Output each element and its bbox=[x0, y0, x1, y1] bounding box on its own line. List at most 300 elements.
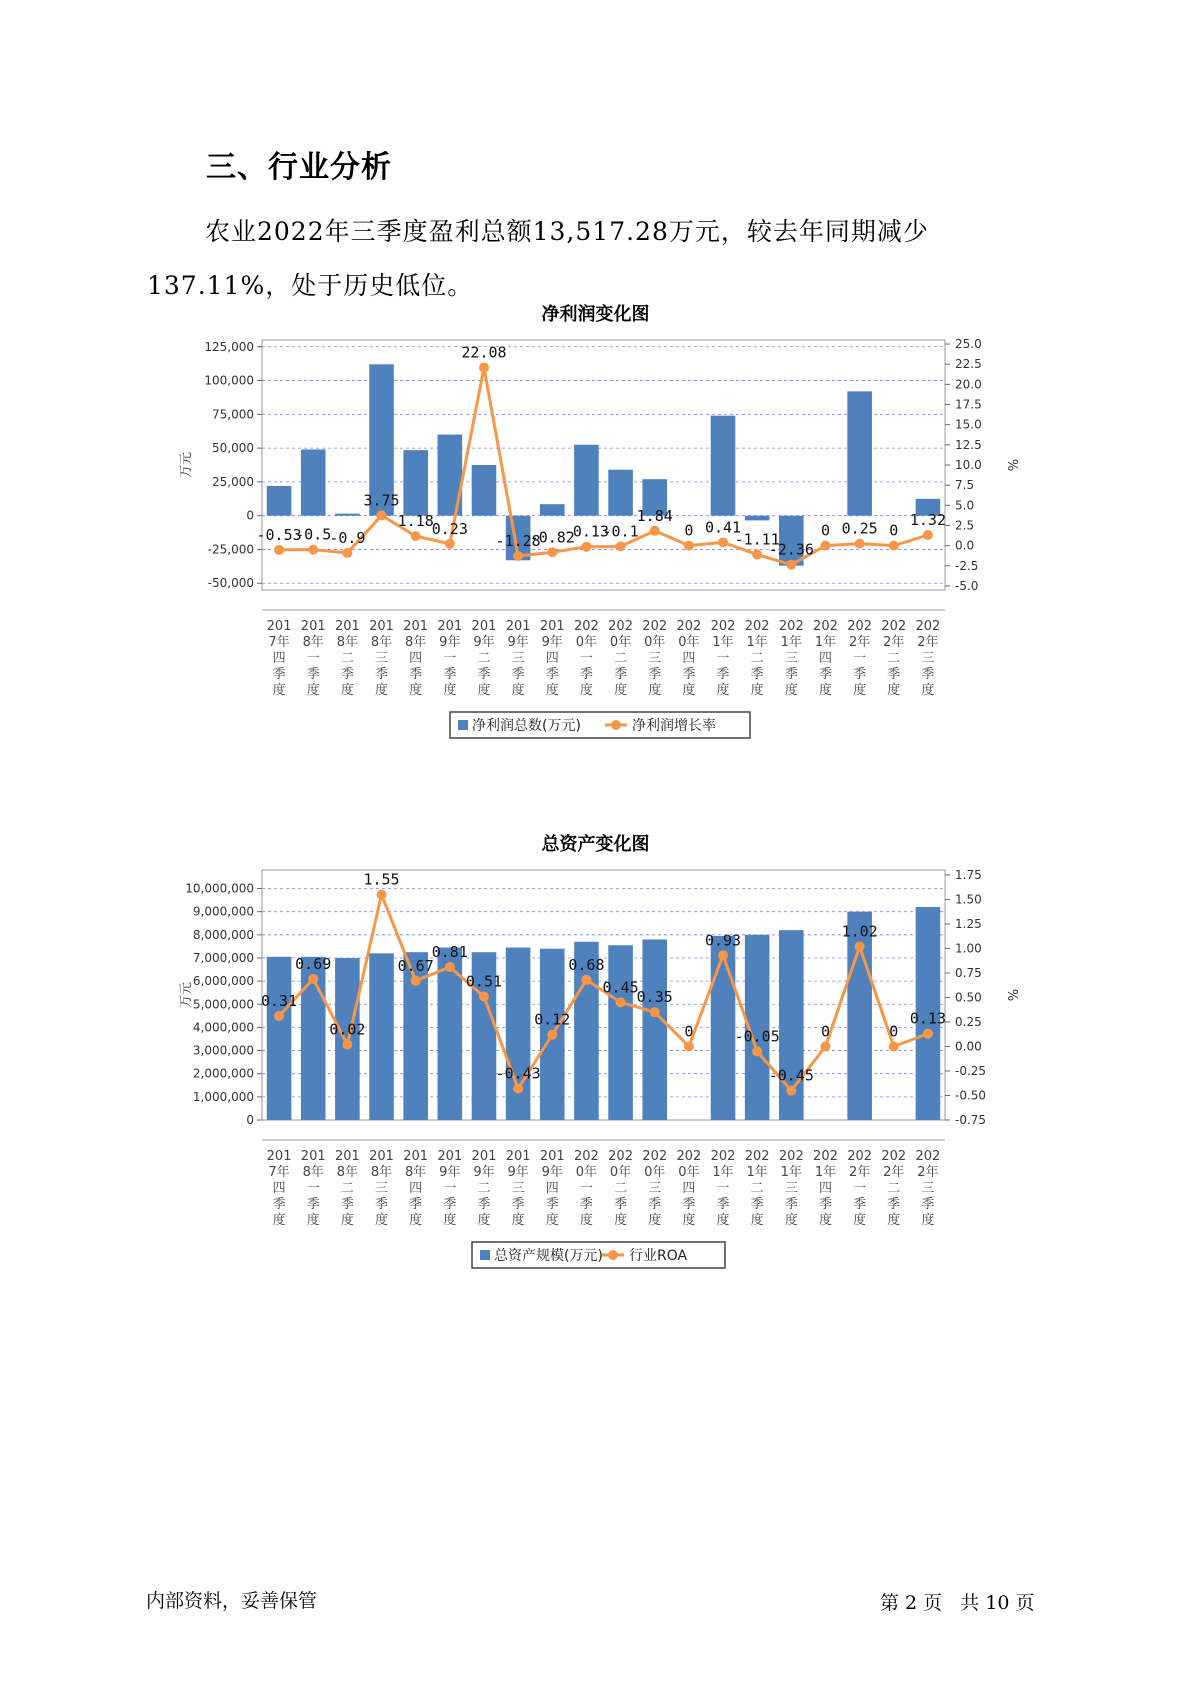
category-label: 202 bbox=[915, 619, 941, 634]
legend-bar-swatch bbox=[458, 720, 468, 730]
category-label: 季 bbox=[887, 667, 901, 682]
category-label: 202 bbox=[813, 619, 838, 634]
data-label: 0.35 bbox=[636, 988, 673, 1007]
total-assets-chart bbox=[0, 855, 1191, 1300]
category-label: 202 bbox=[778, 619, 804, 634]
category-label: 度 bbox=[306, 683, 320, 698]
category-label: 度 bbox=[784, 1213, 798, 1228]
summary-paragraph: 农业2022年三季度盈利总额13,517.28万元，较去年同期减少137.11%，处于历史低位。 bbox=[147, 217, 929, 300]
data-label: 3.75 bbox=[363, 491, 400, 510]
category-label: 度 bbox=[409, 683, 423, 698]
category-label: 二 bbox=[340, 651, 354, 666]
category-label: 202 bbox=[574, 1149, 599, 1164]
category-label: 1年 bbox=[814, 635, 837, 650]
category-label: 9年 bbox=[473, 1165, 495, 1180]
data-label: 0.45 bbox=[602, 978, 639, 997]
right-axis-label: % bbox=[1004, 458, 1019, 472]
left-axis-tick-label: -50,000 bbox=[207, 576, 254, 591]
category-label: 度 bbox=[887, 1213, 901, 1228]
category-label: 度 bbox=[306, 1213, 320, 1228]
category-label: 201 bbox=[266, 619, 292, 634]
category-label: 四 bbox=[272, 651, 286, 666]
data-label: -0.82 bbox=[529, 528, 575, 547]
line-point bbox=[479, 363, 489, 373]
category-label: 202 bbox=[642, 619, 668, 634]
line-point bbox=[411, 976, 421, 986]
data-label: 0.23 bbox=[431, 519, 468, 538]
line-point bbox=[513, 1084, 523, 1094]
category-label: 度 bbox=[375, 683, 389, 698]
category-label: 度 bbox=[511, 1213, 525, 1228]
line-point bbox=[547, 547, 557, 557]
category-label: 二 bbox=[750, 1181, 764, 1196]
data-label: 0 bbox=[889, 1022, 899, 1041]
category-label: 三 bbox=[648, 651, 662, 666]
bar bbox=[301, 449, 326, 515]
category-label: 二 bbox=[887, 1181, 901, 1196]
data-label: 1.55 bbox=[363, 870, 400, 889]
bar bbox=[574, 445, 599, 516]
category-label: 季 bbox=[887, 1197, 901, 1212]
category-label: 8年 bbox=[370, 1165, 393, 1180]
footer-confidential-note: 内部资料，妥善保管 bbox=[146, 1590, 318, 1612]
line-point bbox=[274, 1011, 284, 1021]
category-label: 度 bbox=[409, 1213, 423, 1228]
category-label: 202 bbox=[642, 1149, 668, 1164]
category-label: 季 bbox=[716, 667, 730, 682]
data-label: 0 bbox=[684, 521, 694, 540]
legend-bar-label: 净利润总数(万元) bbox=[472, 718, 581, 734]
category-label: 一 bbox=[443, 1181, 457, 1196]
category-label: 季 bbox=[682, 1197, 696, 1212]
category-label: 季 bbox=[545, 1197, 559, 1212]
data-label: 0 bbox=[684, 1022, 694, 1041]
category-label: 度 bbox=[477, 683, 491, 698]
line-point bbox=[547, 1030, 557, 1040]
category-label: 201 bbox=[266, 1149, 292, 1164]
category-label: 1年 bbox=[814, 1165, 837, 1180]
category-label: 202 bbox=[881, 1149, 907, 1164]
category-label: 一 bbox=[306, 1181, 320, 1196]
right-axis-tick-label: 7.5 bbox=[955, 478, 975, 493]
category-label: 1年 bbox=[712, 635, 734, 650]
bar bbox=[711, 416, 736, 516]
category-label: 一 bbox=[716, 1181, 730, 1196]
category-label: 201 bbox=[539, 619, 565, 634]
legend-bar-label: 总资产规模(万元) bbox=[494, 1248, 603, 1264]
category-label: 9年 bbox=[439, 635, 461, 650]
category-label: 1年 bbox=[746, 1165, 768, 1180]
category-label: 季 bbox=[579, 667, 593, 682]
category-label: 0年 bbox=[575, 1165, 598, 1180]
legend-line-marker bbox=[611, 720, 621, 730]
category-label: 202 bbox=[676, 1149, 702, 1164]
category-label: 201 bbox=[369, 619, 394, 634]
right-axis-tick-label: 17.5 bbox=[955, 397, 982, 412]
line-point bbox=[445, 962, 455, 972]
category-label: 季 bbox=[443, 667, 457, 682]
category-label: 三 bbox=[784, 651, 798, 666]
category-label: 201 bbox=[334, 1149, 360, 1164]
category-label: 二 bbox=[750, 651, 764, 666]
category-label: 三 bbox=[921, 1181, 935, 1196]
line-point bbox=[274, 545, 284, 555]
category-label: 季 bbox=[648, 1197, 662, 1212]
category-label: 7年 bbox=[268, 635, 290, 650]
bar bbox=[267, 486, 292, 516]
category-label: 202 bbox=[744, 1149, 770, 1164]
line-point bbox=[342, 548, 352, 558]
category-label: 季 bbox=[409, 667, 423, 682]
category-label: 三 bbox=[511, 1181, 525, 1196]
category-label: 9年 bbox=[473, 635, 495, 650]
left-axis-tick-label: 3,000,000 bbox=[192, 1043, 254, 1058]
line-point bbox=[342, 1040, 352, 1050]
category-label: 四 bbox=[272, 1181, 286, 1196]
category-label: 三 bbox=[375, 651, 389, 666]
category-label: 三 bbox=[648, 1181, 662, 1196]
category-label: 季 bbox=[921, 667, 935, 682]
category-label: 度 bbox=[272, 1213, 286, 1228]
data-label: 0.69 bbox=[295, 954, 332, 973]
category-label: 季 bbox=[614, 1197, 628, 1212]
line-point bbox=[820, 1041, 830, 1051]
category-label: 8年 bbox=[370, 635, 393, 650]
category-label: 三 bbox=[921, 651, 935, 666]
left-axis-tick-label: 8,000,000 bbox=[192, 927, 254, 942]
bar bbox=[745, 516, 770, 521]
right-axis-tick-label: 0.50 bbox=[955, 990, 982, 1005]
data-label: 0.51 bbox=[465, 972, 503, 991]
legend-line-label: 行业ROA bbox=[629, 1248, 688, 1264]
left-axis-tick-label: 5,000,000 bbox=[192, 997, 254, 1012]
category-label: 202 bbox=[778, 1149, 804, 1164]
line-point bbox=[684, 1041, 694, 1051]
data-label: -0.45 bbox=[768, 1066, 814, 1085]
category-label: 四 bbox=[545, 1181, 559, 1196]
category-label: 三 bbox=[511, 651, 525, 666]
category-label: 四 bbox=[818, 1181, 832, 1196]
category-label: 季 bbox=[682, 667, 696, 682]
category-label: 201 bbox=[403, 1149, 429, 1164]
category-label: 度 bbox=[340, 683, 354, 698]
data-label: 1.02 bbox=[841, 922, 878, 941]
category-label: 度 bbox=[853, 1213, 867, 1228]
data-label: 0.68 bbox=[568, 955, 605, 974]
bar bbox=[369, 953, 394, 1120]
category-label: 0年 bbox=[644, 635, 666, 650]
right-axis-tick-label: -5.0 bbox=[955, 578, 979, 593]
category-label: 度 bbox=[716, 1213, 730, 1228]
category-label: 202 bbox=[676, 619, 702, 634]
bar bbox=[608, 945, 633, 1120]
category-label: 季 bbox=[716, 1197, 730, 1212]
category-label: 8年 bbox=[336, 1165, 359, 1180]
category-label: 四 bbox=[682, 651, 696, 666]
category-label: 8年 bbox=[336, 635, 359, 650]
data-label: -2.36 bbox=[768, 540, 814, 559]
category-label: 季 bbox=[306, 1197, 320, 1212]
category-label: 季 bbox=[818, 1197, 832, 1212]
category-label: 季 bbox=[853, 1197, 867, 1212]
category-label: 度 bbox=[682, 1213, 696, 1228]
legend-bar-swatch bbox=[480, 1250, 490, 1260]
category-label: 季 bbox=[477, 1197, 491, 1212]
category-label: 二 bbox=[477, 651, 491, 666]
right-axis-tick-label: -2.5 bbox=[955, 558, 979, 573]
category-label: 0年 bbox=[678, 635, 700, 650]
category-label: 季 bbox=[921, 1197, 935, 1212]
category-label: 8年 bbox=[302, 1165, 324, 1180]
category-label: 度 bbox=[818, 1213, 832, 1228]
left-axis-tick-label: 25,000 bbox=[212, 474, 254, 489]
category-label: 度 bbox=[443, 1213, 457, 1228]
category-label: 0年 bbox=[609, 635, 632, 650]
category-label: 度 bbox=[648, 683, 662, 698]
category-label: 1年 bbox=[780, 635, 802, 650]
category-label: 度 bbox=[716, 683, 730, 698]
left-axis-tick-label: -25,000 bbox=[207, 542, 254, 557]
right-axis-tick-label: 1.25 bbox=[955, 916, 982, 931]
category-label: 度 bbox=[750, 683, 764, 698]
category-label: 201 bbox=[437, 619, 463, 634]
right-axis-tick-label: -0.25 bbox=[955, 1063, 987, 1078]
data-label: -1.11 bbox=[734, 530, 780, 549]
right-axis-tick-label: 20.0 bbox=[955, 377, 982, 392]
data-label: -0.53 bbox=[256, 525, 302, 544]
left-axis-tick-label: 2,000,000 bbox=[192, 1066, 254, 1081]
right-axis-tick-label: 22.5 bbox=[955, 357, 982, 372]
category-label: 202 bbox=[915, 1149, 941, 1164]
category-label: 一 bbox=[306, 651, 320, 666]
line-point bbox=[581, 975, 591, 985]
category-label: 四 bbox=[818, 651, 832, 666]
bar bbox=[335, 514, 360, 516]
category-label: 0年 bbox=[644, 1165, 666, 1180]
category-label: 季 bbox=[750, 667, 764, 682]
data-label: 1.18 bbox=[397, 512, 434, 531]
left-axis-label: 万元 bbox=[179, 451, 194, 479]
right-axis-tick-label: 5.0 bbox=[955, 498, 975, 513]
net-profit-chart-title: 净利润变化图 bbox=[541, 304, 650, 325]
right-axis-tick-label: 15.0 bbox=[955, 417, 982, 432]
category-label: 度 bbox=[579, 683, 593, 698]
category-label: 201 bbox=[300, 1149, 326, 1164]
total-assets-chart-title: 总资产变化图 bbox=[541, 834, 650, 855]
category-label: 季 bbox=[511, 667, 525, 682]
category-label: 9年 bbox=[507, 635, 529, 650]
line-point bbox=[752, 1046, 762, 1056]
category-label: 2年 bbox=[848, 1165, 871, 1180]
data-label: 0.67 bbox=[397, 956, 434, 975]
category-label: 2年 bbox=[883, 1165, 905, 1180]
category-label: 9年 bbox=[541, 635, 563, 650]
right-axis-tick-label: 1.00 bbox=[955, 941, 982, 956]
category-label: 202 bbox=[847, 1149, 873, 1164]
category-label: 季 bbox=[545, 667, 559, 682]
category-label: 四 bbox=[409, 651, 423, 666]
right-axis-tick-label: 1.75 bbox=[955, 867, 982, 882]
category-label: 季 bbox=[409, 1197, 423, 1212]
left-axis-tick-label: 100,000 bbox=[204, 373, 254, 388]
category-label: 二 bbox=[614, 1181, 628, 1196]
category-label: 季 bbox=[784, 667, 798, 682]
data-label: 0 bbox=[820, 521, 830, 540]
line-point bbox=[650, 526, 660, 536]
bar bbox=[506, 948, 531, 1120]
bar bbox=[608, 470, 633, 516]
category-label: 季 bbox=[784, 1197, 798, 1212]
category-label: 度 bbox=[545, 683, 559, 698]
category-label: 度 bbox=[921, 683, 935, 698]
right-axis-tick-label: -0.75 bbox=[955, 1113, 987, 1127]
line-point bbox=[820, 541, 830, 551]
category-label: 201 bbox=[471, 619, 497, 634]
line-point bbox=[650, 1007, 660, 1017]
legend-line-label: 净利润增长率 bbox=[632, 718, 716, 734]
line-point bbox=[889, 541, 899, 551]
bar bbox=[711, 936, 736, 1120]
category-label: 1年 bbox=[780, 1165, 802, 1180]
category-label: 度 bbox=[340, 1213, 354, 1228]
category-label: 度 bbox=[921, 1213, 935, 1228]
category-label: 201 bbox=[471, 1149, 497, 1164]
line-point bbox=[479, 991, 489, 1001]
category-label: 201 bbox=[334, 619, 360, 634]
category-label: 季 bbox=[340, 667, 354, 682]
left-axis-tick-label: 9,000,000 bbox=[192, 904, 254, 919]
right-axis-tick-label: 0.0 bbox=[955, 538, 975, 553]
category-label: 二 bbox=[614, 651, 628, 666]
category-label: 度 bbox=[375, 1213, 389, 1228]
data-label: 22.08 bbox=[461, 343, 507, 362]
category-label: 季 bbox=[272, 1197, 286, 1212]
category-label: 201 bbox=[539, 1149, 565, 1164]
category-label: 季 bbox=[340, 1197, 354, 1212]
data-label: 0 bbox=[820, 1022, 830, 1041]
right-axis-tick-label: 0.75 bbox=[955, 965, 982, 980]
left-axis-label: 万元 bbox=[179, 981, 194, 1009]
data-label: -0.13 bbox=[563, 522, 610, 541]
category-label: 一 bbox=[579, 1181, 593, 1196]
bar bbox=[642, 939, 667, 1120]
category-label: 201 bbox=[505, 619, 531, 634]
line-point bbox=[377, 890, 387, 900]
line-point bbox=[513, 551, 523, 561]
category-label: 202 bbox=[881, 619, 907, 634]
line-point bbox=[855, 539, 865, 549]
line-point bbox=[616, 541, 626, 551]
category-label: 2年 bbox=[848, 635, 871, 650]
category-label: 一 bbox=[853, 651, 867, 666]
right-axis-tick-label: 1.50 bbox=[955, 892, 982, 907]
category-label: 度 bbox=[784, 683, 798, 698]
bar bbox=[403, 450, 428, 516]
line-point bbox=[752, 550, 762, 560]
category-label: 三 bbox=[375, 1181, 389, 1196]
category-label: 202 bbox=[608, 619, 633, 634]
left-axis-tick-label: 50,000 bbox=[212, 441, 254, 456]
category-label: 0年 bbox=[609, 1165, 632, 1180]
category-label: 202 bbox=[847, 619, 873, 634]
right-axis-tick-label: 25.0 bbox=[955, 337, 982, 352]
category-label: 202 bbox=[710, 1149, 736, 1164]
category-label: 二 bbox=[477, 1181, 491, 1196]
category-label: 202 bbox=[710, 619, 736, 634]
data-label: 0.81 bbox=[431, 943, 468, 962]
data-label: 0.31 bbox=[261, 992, 298, 1011]
category-label: 9年 bbox=[439, 1165, 461, 1180]
bar bbox=[540, 504, 565, 515]
data-label: 1.84 bbox=[636, 506, 673, 525]
left-axis-tick-label: 10,000,000 bbox=[185, 881, 254, 896]
line-point bbox=[889, 1041, 899, 1051]
data-label: -0.05 bbox=[734, 1027, 780, 1046]
bar bbox=[847, 391, 872, 515]
line-point bbox=[718, 537, 728, 547]
data-label: 0.93 bbox=[704, 931, 742, 950]
right-axis-tick-label: 10.0 bbox=[955, 458, 982, 472]
left-axis-tick-label: 1,000,000 bbox=[192, 1089, 254, 1104]
category-label: 度 bbox=[272, 683, 286, 698]
data-label: -0.1 bbox=[602, 522, 639, 541]
category-label: 二 bbox=[887, 651, 901, 666]
left-axis-tick-label: 125,000 bbox=[204, 339, 254, 354]
data-label: 0.25 bbox=[841, 519, 878, 538]
left-axis-tick-label: 4,000,000 bbox=[192, 1020, 254, 1035]
category-label: 季 bbox=[818, 667, 832, 682]
data-label: 0.13 bbox=[909, 1009, 946, 1028]
data-label: -0.5 bbox=[295, 525, 332, 544]
category-label: 0年 bbox=[575, 635, 598, 650]
section-heading: 三、行业分析 bbox=[206, 150, 392, 185]
category-label: 202 bbox=[608, 1149, 633, 1164]
category-label: 度 bbox=[443, 683, 457, 698]
right-axis-tick-label: 0.00 bbox=[955, 1039, 982, 1054]
category-label: 季 bbox=[477, 667, 491, 682]
line-point bbox=[377, 510, 387, 520]
category-label: 度 bbox=[614, 1213, 628, 1228]
category-label: 四 bbox=[545, 651, 559, 666]
left-axis-tick-label: 6,000,000 bbox=[192, 974, 254, 989]
category-label: 8年 bbox=[405, 1165, 427, 1180]
category-label: 四 bbox=[409, 1181, 423, 1196]
category-label: 三 bbox=[784, 1181, 798, 1196]
category-label: 季 bbox=[443, 1197, 457, 1212]
plot-area bbox=[262, 340, 945, 590]
category-label: 201 bbox=[300, 619, 326, 634]
left-axis-tick-label: 0 bbox=[246, 1113, 254, 1127]
category-label: 一 bbox=[853, 1181, 867, 1196]
line-point bbox=[411, 531, 421, 541]
category-label: 度 bbox=[648, 1213, 662, 1228]
data-label: 1.32 bbox=[909, 511, 946, 529]
line-point bbox=[718, 950, 728, 960]
line-point bbox=[308, 974, 318, 984]
category-label: 度 bbox=[682, 683, 696, 698]
line-point bbox=[581, 542, 591, 552]
category-label: 季 bbox=[272, 667, 286, 682]
category-label: 201 bbox=[403, 619, 429, 634]
category-label: 0年 bbox=[678, 1165, 700, 1180]
category-label: 季 bbox=[511, 1197, 525, 1212]
right-axis-label: % bbox=[1004, 988, 1019, 1002]
category-label: 201 bbox=[437, 1149, 463, 1164]
right-axis-tick-label: -0.50 bbox=[955, 1088, 987, 1103]
category-label: 度 bbox=[818, 683, 832, 698]
category-label: 度 bbox=[853, 683, 867, 698]
category-label: 季 bbox=[648, 667, 662, 682]
